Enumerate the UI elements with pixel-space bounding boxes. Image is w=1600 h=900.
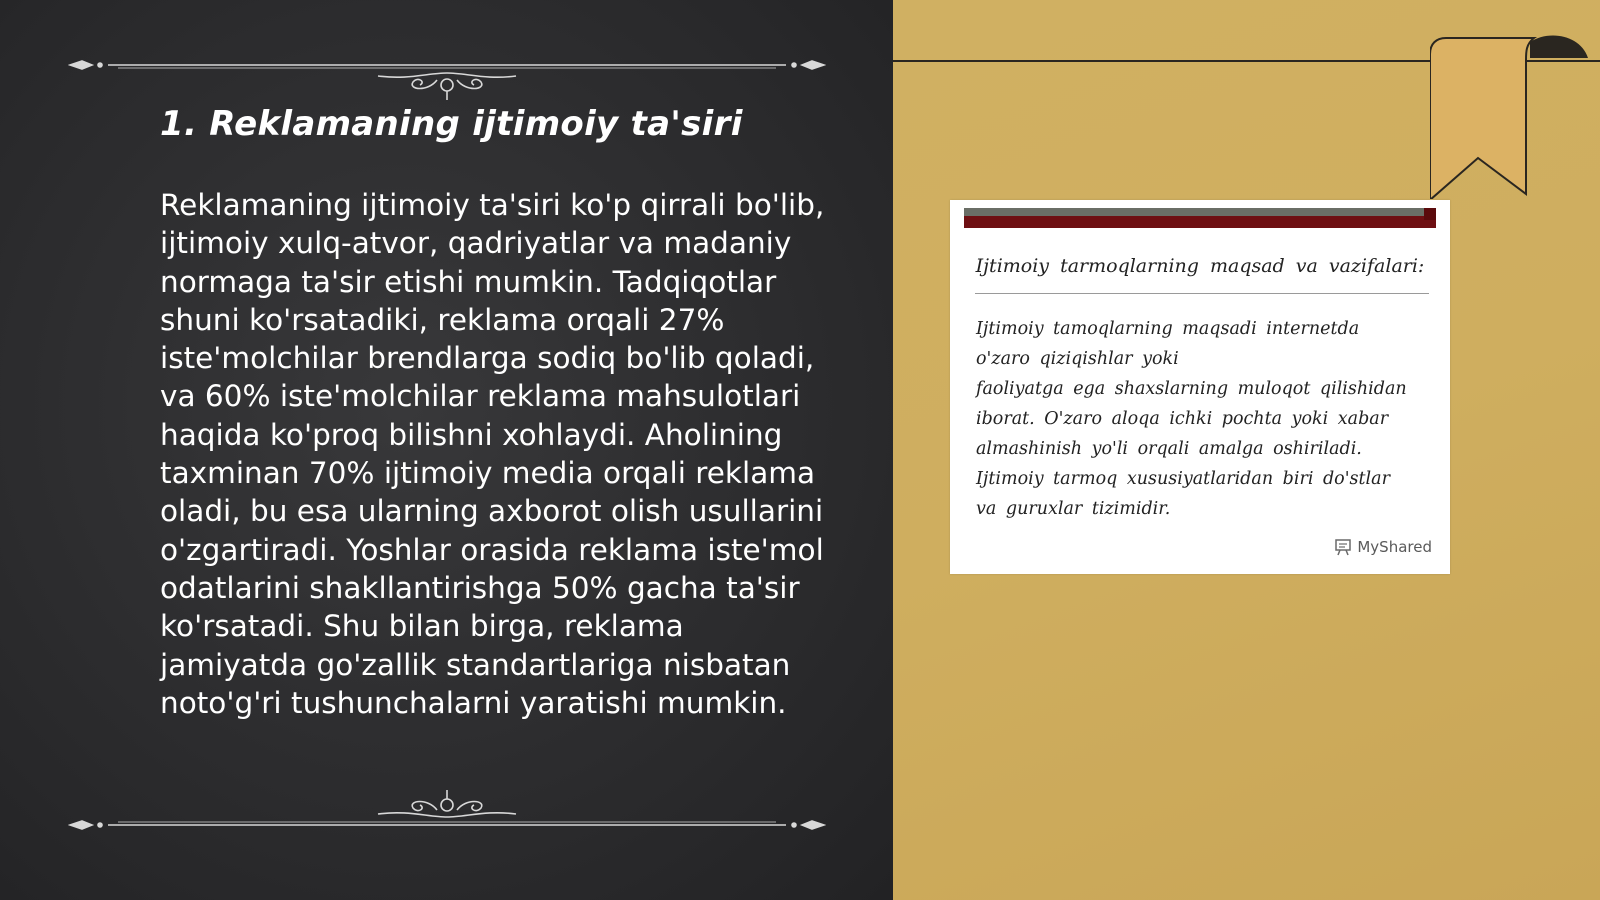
body-line: normaga ta'sir etishi mumkin. Tadqiqotlar bbox=[160, 264, 777, 299]
card-text-line: Ijtimoiy tarmoq xususiyatlaridan biri do'stlar bbox=[976, 469, 1390, 489]
myshared-logo-icon bbox=[1333, 538, 1353, 556]
body-line: jamiyatda go'zallik standartlariga nisbatan bbox=[160, 647, 791, 682]
body-line: haqida ko'proq bilishni xohlaydi. Aholining bbox=[160, 417, 783, 452]
slide-body-text bbox=[160, 186, 850, 722]
scroll-ornament-bottom-icon bbox=[68, 770, 826, 830]
bookmark-ribbon-icon bbox=[1430, 34, 1590, 199]
body-line: ko'rsatadi. Shu bilan birga, reklama bbox=[160, 609, 684, 644]
watermark-text: MyShared bbox=[1357, 538, 1432, 556]
body-line: noto'g'ri tushunchalarni yaratishi mumkin. bbox=[160, 685, 787, 720]
card-text-line: faoliyatga ega shaxslarning muloqot qilishidan bbox=[976, 379, 1407, 399]
card-bar-end bbox=[1424, 208, 1436, 220]
body-line: ijtimoiy xulq-atvor, qadriyatlar va madaniy bbox=[160, 226, 792, 261]
card-header-bar bbox=[964, 208, 1436, 228]
body-line: Reklamaning ijtimoiy ta'siri ko'p qirrali bo'lib, bbox=[160, 188, 825, 222]
body-line: va 60% iste'molchilar reklama mahsulotlari bbox=[160, 379, 801, 414]
slide-title: 1. Reklamaning ijtimoiy ta'siri bbox=[160, 104, 743, 144]
card-text-line: almashinish yo'li orqali amalga oshiriladi. bbox=[976, 439, 1362, 459]
card-text-line: iborat. O'zaro aloqa ichki pochta yoki xabar bbox=[976, 409, 1389, 429]
body-line: iste'molchilar brendlarga sodiq bo'lib qoladi, bbox=[160, 341, 815, 376]
card-heading: Ijtimoiy tarmoqlarning maqsad va vazifalari: bbox=[975, 255, 1425, 277]
card-divider bbox=[975, 293, 1429, 294]
body-line: shuni ko'rsatadiki, reklama orqali 27% bbox=[160, 302, 725, 337]
card-text-line: Ijtimoiy tamoqlarning maqsadi internetda bbox=[976, 319, 1360, 339]
body-line: odatlarini shakllantirishga 50% gacha ta'sir bbox=[160, 570, 800, 605]
card-text-line: o'zaro qiziqishlar yoki bbox=[976, 349, 1179, 369]
body-line: taxminan 70% ijtimoiy media orqali reklama bbox=[160, 456, 816, 491]
body-line: oladi, bu esa ularning axborot olish usullarini bbox=[160, 494, 824, 529]
scroll-ornament-top-icon bbox=[68, 40, 826, 100]
myshared-watermark bbox=[1333, 538, 1432, 556]
image-card bbox=[950, 200, 1450, 574]
body-line: o'zgartiradi. Yoshlar orasida reklama iste'mol bbox=[160, 532, 824, 567]
card-text-line: va guruxlar tizimidir. bbox=[976, 499, 1171, 519]
